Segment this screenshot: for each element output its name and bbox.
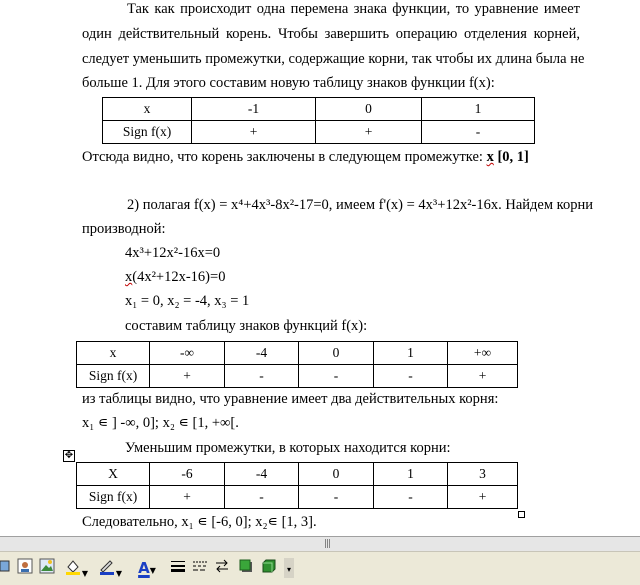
paragraph4-line1: Уменьшим промежутки, в которых находится корни: [125,440,451,456]
paragraph3-line1: из таблицы видно, что уравнение имеет два действительных корня: [82,391,499,407]
equation-1: 4x³+12x²-16x=0 [125,245,221,261]
table-cell: Sign f(x) [103,121,192,144]
table-cell: 1 [422,98,535,121]
paragraph2-line1: 2) полагая f(x) = x⁴+4x³-8x²-17=0, имеем f'(x) = 4x³+12x²-16x. Найдем корни [127,197,593,213]
table-cell: - [374,365,448,388]
table-move-handle[interactable]: ✥ [64,450,74,461]
table-cell: 1 [374,342,448,365]
equation-2-rest: (4x²+12x-16)=0 [132,269,226,285]
insert-picture-icon[interactable] [38,558,56,578]
picture-icon[interactable] [16,558,34,578]
equation-2-x: x [125,269,133,285]
line-style-icon[interactable] [168,558,188,578]
table-resize-handle[interactable] [518,511,525,518]
table-cell: - [299,365,374,388]
paragraph1-line4: больше 1. Для этого составим новую таблицу знаков функции f(x): [82,75,495,91]
table-cell: + [192,121,316,144]
scrollbar-grip[interactable]: ||| [324,539,331,549]
clipart-icon[interactable] [0,558,10,578]
drawing-toolbar [0,551,640,585]
right-margin [600,0,640,536]
table-cell: + [316,121,422,144]
table-cell: + [150,365,225,388]
conclusion-text: Отсюда видно, что корень заключены в следующем промежутке: [82,149,487,165]
font-color-icon[interactable]: A▼ [138,559,156,577]
table-cell[interactable]: -4 [225,463,299,486]
table-row [77,342,518,365]
conclusion-interval: [0, 1] [493,149,529,165]
fill-color-icon[interactable]: ▼ [62,558,90,578]
equation-3: x₁ = 0, x₂ = -4, x₃ = 1 [125,293,250,309]
paragraph1-line2: один действительный корень. Чтобы завершить операцию отделения корней, [82,26,580,42]
paragraph1-line1: Так как происходит одна перемена знака функции, то уравнение имеет [127,1,580,17]
table-cell: 0 [299,342,374,365]
table-cell: +∞ [448,342,518,365]
table-cell: -4 [225,342,299,365]
conclusion-x: x [486,149,494,165]
toolbar-options-icon[interactable]: ▾ [284,558,294,578]
table-cell: Sign f(x) [77,365,150,388]
table-cell[interactable]: Sign f(x) [77,486,150,509]
conclusion-1 [82,148,529,166]
table-row [77,463,518,486]
table-row [77,365,518,388]
equation-4: составим таблицу знаков функций f(x): [125,318,368,334]
table-cell: 0 [316,98,422,121]
3d-icon[interactable] [259,558,279,578]
font-color-letter: A [138,559,150,577]
table-row [77,486,518,509]
table-cell: -∞ [150,342,225,365]
table-cell[interactable]: X [77,463,150,486]
table-cell[interactable]: -6 [150,463,225,486]
table-cell[interactable]: - [225,486,299,509]
table-cell: - [422,121,535,144]
paragraph3-line2: x₁ ∊ ] -∞, 0]; x₂ ∊ [1, +∞[. [82,415,239,431]
table-row [103,98,535,121]
table-cell[interactable]: 0 [299,463,374,486]
table-cell[interactable]: + [448,486,518,509]
sign-table-2 [76,341,518,388]
dash-style-icon[interactable] [190,558,210,578]
table-cell[interactable]: 3 [448,463,518,486]
table-cell: + [448,365,518,388]
line-color-icon[interactable]: ▼ [95,558,125,578]
table-cell[interactable]: - [374,486,448,509]
table-cell[interactable]: 1 [374,463,448,486]
horizontal-scrollbar[interactable] [0,536,640,551]
table-cell[interactable]: + [150,486,225,509]
equation-2 [125,268,225,286]
final-line: Следовательно, x₁ ∊ [-6, 0]; x₂∊ [1, 3]. [82,514,317,530]
arrow-style-icon[interactable] [212,558,232,578]
table-cell: x [77,342,150,365]
shadow-icon[interactable] [236,558,256,578]
sign-table-1 [102,97,535,144]
table-cell: - [225,365,299,388]
table-cell: x [103,98,192,121]
paragraph2-line2: производной: [82,221,166,237]
table-cell: -1 [192,98,316,121]
table-cell[interactable]: - [299,486,374,509]
sign-table-3[interactable] [76,462,518,509]
paragraph1-line3: следует уменьшить промежутки, содержащие корни, так чтобы их длина была не [82,51,585,67]
table-row [103,121,535,144]
